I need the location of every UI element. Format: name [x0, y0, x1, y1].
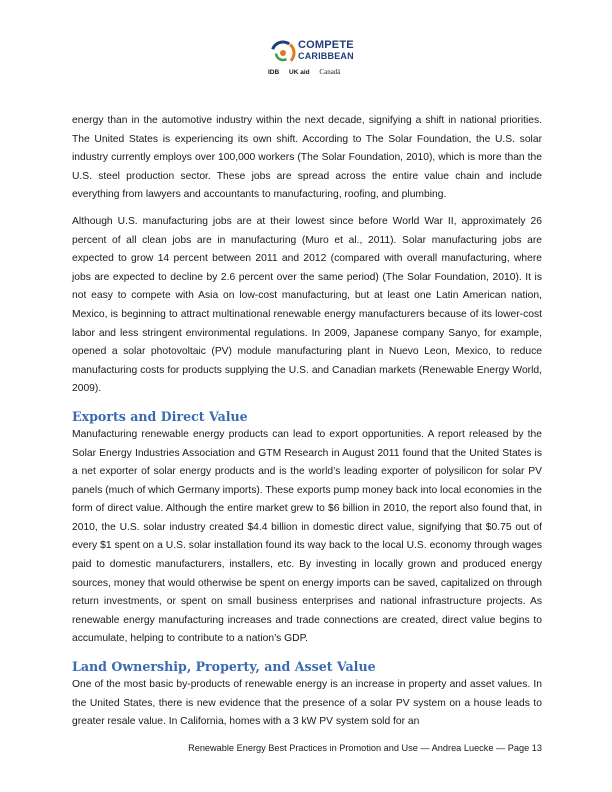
partner-idb: IDB	[268, 69, 280, 76]
section-heading-land-ownership: Land Ownership, Property, and Asset Value	[72, 659, 376, 675]
logo-line-compete: COMPETE	[298, 39, 354, 51]
partner-logos	[268, 68, 348, 76]
page-header	[0, 38, 612, 78]
page-footer: Renewable Energy Best Practices in Promotion and Use — Andrea Luecke — Page 13	[188, 743, 542, 753]
logo-wordmark	[298, 40, 354, 62]
paragraph-3: Manufacturing renewable energy products can lead to export opportunities. A report released by the Solar Energy Industries Association and GTM Research in August 2011 found that the United States is a net exporter of solar energy products and is the world’s leading exporter of polysilicon for solar PV panels (much of which Germany imports). These exports pump money back into local economies in the form of direct value. Although the entire market grew to $6 billion in 2010, the report also found that, in 2010, the U.S. solar industry created $4.4 billion in domestic direct value, signifying that $0.75 out of every $1 spent on a U.S. solar installation found its way back to the local U.S. economy through wages paid to domestic manufacturers, installers, etc. By investing in locally grown and produced energy sources, money that would otherwise be spent on energy imports can be saved, capitalized on through return investments, or spent on small business enterprises and national infrastructure projects. As renewable energy manufacturing increases and trade connections are created, direct value begins to accumulate, helping to contribute to a nation’s GDP.	[72, 428, 542, 645]
paragraph-2: Although U.S. manufacturing jobs are at their lowest since before World War II, approximately 26 percent of all clean jobs are in manufacturing (Muro et al., 2011). Solar manufacturing jobs are expected to grow 14 percent between 2011 and 2012 (compared with overall manufacturing, where jobs are expected to decline by 2.6 percent over the same period) (The Solar Foundation, 2010). It is not easy to compete with Asia on low-cost manufacturing, but at least one Latin American nation, Mexico, is beginning to attract multinational renewable energy manufacturers because of its lower-cost labor and less stringent environmental regulations. In 2009, Japanese company Sanyo, for example, opened a solar photovoltaic (PV) module manufacturing plant in Nuevo Leon, Mexico, to reduce manufacturing costs for products supplying the U.S. and Canadian markets (Renewable Energy World, 2009).	[72, 215, 542, 395]
partner-ukaid: UK aid	[289, 69, 310, 76]
page-body	[72, 112, 542, 732]
partner-canada: Canadä	[319, 68, 341, 76]
compete-caribbean-logo-icon	[270, 40, 296, 66]
logo-line-caribbean: CARIBBEAN	[298, 51, 354, 61]
paragraph-1: energy than in the automotive industry within the next decade, signifying a shift in national priorities. The United States is experiencing its own shift. According to The Solar Foundation, the U.S. solar industry currently employs over 100,000 workers (The Solar Foundation, 2010), which is more than the U.S. steel production sector. These jobs are spread across the entire value chain and include everything from lawyers and accountants to manufacturing, roofing, and plumbing.	[72, 115, 542, 201]
paragraph-4: One of the most basic by-products of renewable energy is an increase in property and asset values. In the United States, there is new evidence that the presence of a solar PV system on a house leads to greater resale value. In California, homes with a 3 kW PV system sold for an	[72, 679, 542, 728]
section-heading-exports: Exports and Direct Value	[72, 408, 248, 424]
